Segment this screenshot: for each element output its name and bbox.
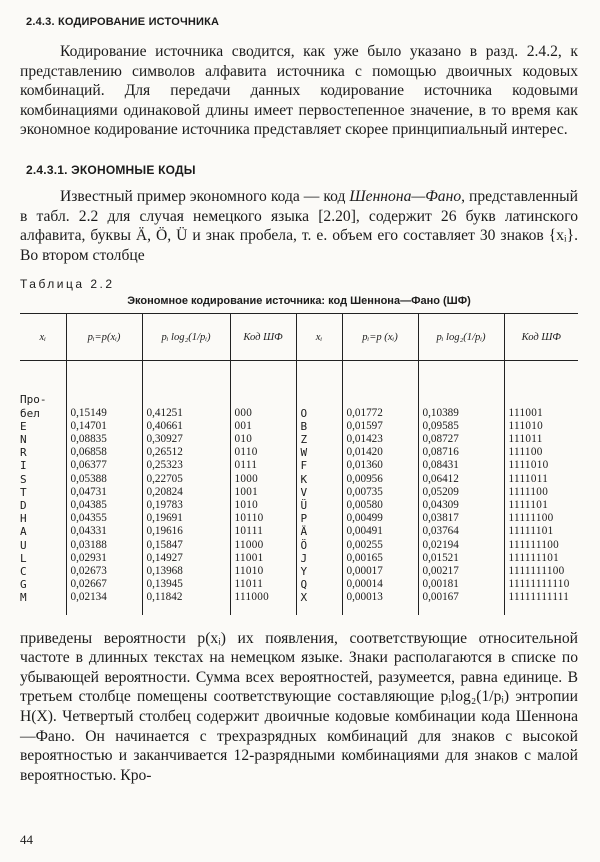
table-header-row: [20, 314, 578, 361]
book-page: [20, 10, 579, 847]
header-symbol-left: xᵢ: [20, 314, 66, 361]
header-code-right: Код ШФ: [504, 314, 578, 361]
column-symbols-left: Про- бел E N R I S T D H A U L C G M: [20, 393, 47, 605]
table-body-row: [20, 361, 578, 615]
code-name-italic: Шеннона—Фано: [349, 187, 462, 205]
paragraph-explanation: приведены вероятности p(xᵢ) их появления, соответствующие относительной частоте в длинных текстах на немецком языке. Знаки располагаются в списке по убывающей вероятности. Сумма всех вероятностей, разумеется, равна единице. В третьем столбце помещены соответствующие составляющие pᵢlog₂(1/pᵢ) энтропии H(X). Четвертый столбец содержит двоичные кодовые комбинации кода Шеннона—Фано. Он начинается с трехразрядных комбинаций для знаков с высокой вероятностью и заканчивается 12-разрядными комбинациями для знаков с малой вероятностью. Кро-: [20, 629, 578, 784]
paragraph-example: Известный пример экономного кода — код Шеннона—Фано, представленный в табл. 2.2 для случая немецкого языка [2.20], содержит 26 букв латинского алфавита, буквы Ä, Ö, Ü и знак пробела, т. е. объем его составляет 30 знаков {xᵢ}. Во втором столбце: [20, 187, 579, 264]
section-heading: 2.4.3. КОДИРОВАНИЕ ИСТОЧНИКА: [26, 16, 220, 28]
header-probability-left: pᵢ=p(xᵢ): [66, 314, 142, 361]
subsection-heading: 2.4.3.1. ЭКОНОМНЫЕ КОДЫ: [26, 162, 196, 177]
paragraph-intro: Кодирование источника сводится, как уже было указано в разд. 2.4.2, к представлению символов алфавита источника с помощью двоичных кодовых комбинаций. Для передачи данных кодирование источника кодовыми комбинациями одинаковой длины имеет первостепенное значение, в то время как экономное кодирование источника представляет скорее принципиальный интерес.: [20, 43, 578, 139]
header-probability-right: pᵢ=p (xᵢ): [342, 314, 418, 361]
column-probabilities-left: 0,15149 0,14701 0,08835 0,06858 0,06377 0,05388 0,04731 0,04385 0,04355 0,04331 0,03188 0,02931 0,02673 0,02667 0,02134: [66, 361, 142, 615]
column-codes-left: 000 001 010 0110 0111 1000 1001 1010 10110 10111 11000 11001 11010 11011 111000: [230, 361, 296, 615]
column-symbols-right: O B Z W F K V Ü P Ä Ö J Y Q X: [296, 361, 342, 615]
header-entropy-left: pᵢ log₂(1/pᵢ): [142, 314, 230, 361]
page-number: 44: [20, 832, 33, 847]
column-codes-right: 111001 111010 111011 111100 1111010 1111011 1111100 1111101 11111100 11111101 111111100 111111101 1111111100 11111111110 11111111111: [504, 361, 578, 615]
header-symbol-right: xᵢ: [296, 314, 342, 361]
column-entropy-right: 0,10389 0,09585 0,08727 0,08716 0,08431 0,06412 0,05209 0,04309 0,03817 0,03764 0,02194 0,01521 0,00217 0,00181 0,00167: [418, 361, 504, 615]
column-entropy-left: 0,41251 0,40661 0,30927 0,26512 0,25323 0,22705 0,20824 0,19783 0,19691 0,19616 0,15847 0,14927 0,13968 0,13945 0,11842: [142, 361, 230, 615]
header-code-left: Код ШФ: [230, 314, 296, 361]
table-caption: Таблица 2.2: [20, 277, 115, 292]
table-title: Экономное кодирование источника: код Шеннона—Фано (ШФ): [127, 295, 471, 308]
column-probabilities-right: 0,01772 0,01597 0,01423 0,01420 0,01360 0,00956 0,00735 0,00580 0,00499 0,00491 0,00255 0,00165 0,00017 0,00014 0,00013: [342, 361, 418, 615]
shannon-fano-table: [20, 313, 578, 614]
header-entropy-right: pᵢ log₂(1/pᵢ): [418, 314, 504, 361]
